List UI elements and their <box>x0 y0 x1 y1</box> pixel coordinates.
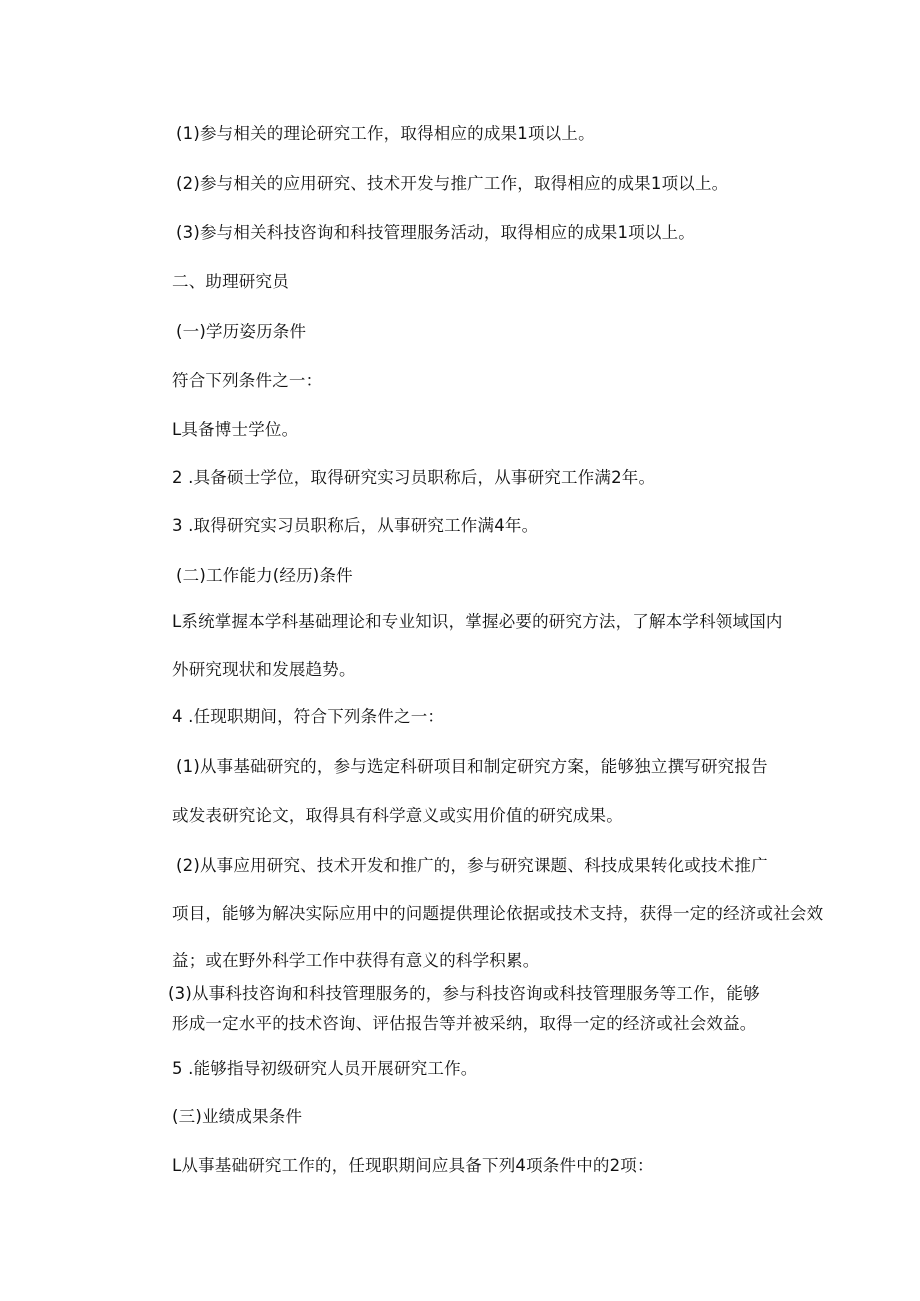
guide-junior-researchers: 5 .能够指导初级研究人员开展研究工作。 <box>172 1059 478 1078</box>
item-3-consulting-management: (3)参与相关科技咨询和科技管理服务活动，取得相应的成果1项以上。 <box>176 223 695 242</box>
basic-research-achievements: L从事基础研究工作的，任现职期间应具备下列4项条件中的2项： <box>172 1156 654 1175</box>
consulting-line-2: 形成一定水平的技术咨询、评估报告等并被采纳，取得一定的经济或社会效益。 <box>172 1014 757 1033</box>
item-2-applied-research: (2)参与相关的应用研究、技术开发与推广工作，取得相应的成果1项以上。 <box>176 174 729 193</box>
ability-paragraph-line-2: 外研究现状和发展趋势。 <box>172 660 356 679</box>
condition-masters: 2 .具备硕士学位，取得研究实习员职称后，从事研究工作满2年。 <box>172 468 656 487</box>
tenure-conditions-intro: 4 .任现职期间，符合下列条件之一： <box>172 707 445 726</box>
ability-paragraph-line-1: L系统掌握本学科基础理论和专业知识，掌握必要的研究方法，了解本学科领域国内 <box>172 612 783 631</box>
condition-intro: 符合下列条件之一： <box>172 371 323 390</box>
condition-doctorate: L具备博士学位。 <box>172 420 299 439</box>
section-heading-assistant-researcher: 二、助理研究员 <box>172 272 289 291</box>
applied-research-line-3: 益；或在野外科学工作中获得有意义的科学积累。 <box>172 951 540 970</box>
item-1-theory-research: (1)参与相关的理论研究工作，取得相应的成果1项以上。 <box>176 124 595 143</box>
condition-intern-4-years: 3 .取得研究实习员职称后，从事研究工作满4年。 <box>172 516 539 535</box>
applied-research-line-2: 项目，能够为解决实际应用中的问题提供理论依据或技术支持，获得一定的经济或社会效 <box>172 904 824 923</box>
subheading-achievements: (三)业绩成果条件 <box>172 1107 303 1126</box>
basic-research-line-1: (1)从事基础研究的，参与选定科研项目和制定研究方案，能够独立撰写研究报告 <box>176 757 768 776</box>
subheading-education: (一)学历姿历条件 <box>176 322 307 341</box>
basic-research-line-2: 或发表研究论文，取得具有科学意义或实用价值的研究成果。 <box>172 806 623 825</box>
subheading-work-ability: (二)工作能力(经历)条件 <box>176 566 353 585</box>
consulting-line-1: (3)从事科技咨询和科技管理服务的，参与科技咨询或科技管理服务等工作，能够 <box>168 984 760 1003</box>
applied-research-line-1: (2)从事应用研究、技术开发和推广的，参与研究课题、科技成果转化或技术推广 <box>176 856 768 875</box>
